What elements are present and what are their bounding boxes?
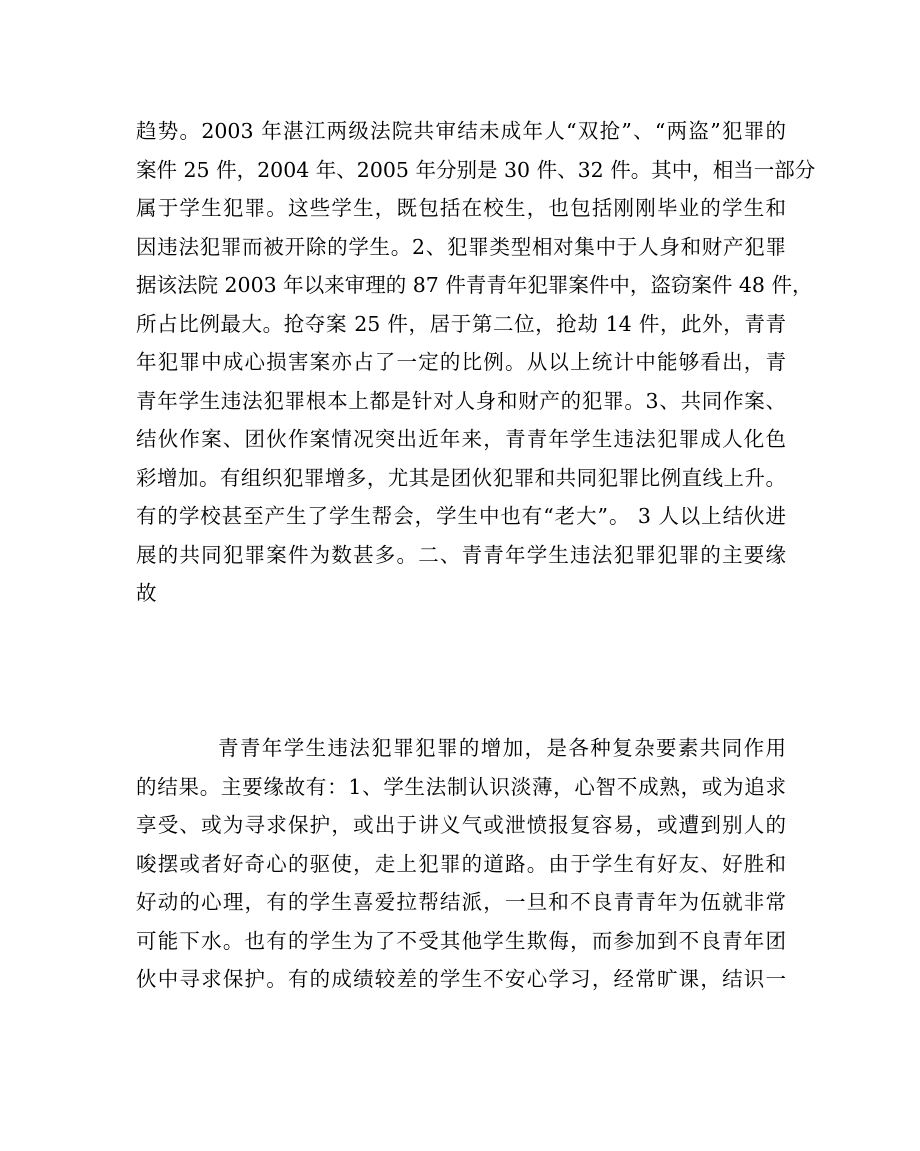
- paragraph-line: 结伙作案、团伙作案情况突出近年来，青青年学生违法犯罪成人化色: [136, 427, 786, 451]
- paragraph-line: 所占比例最大。抢夺案 25 件，居于第二位，抢劫 14 件，此外，青青: [136, 311, 786, 336]
- paragraph-line: 唆摆或者好奇心的驱使，走上犯罪的道路。由于学生有好友、好胜和: [136, 851, 786, 876]
- paragraph-line: 青青年学生违法犯罪犯罪的增加，是各种复杂要素共同作用: [218, 736, 786, 760]
- paragraph-line: 故: [136, 581, 157, 605]
- paragraph-line: 享受、或为寻求保护，或出于讲义气或泄愤报复容易，或遭到别人的: [136, 813, 786, 837]
- paragraph-line: 彩增加。有组织犯罪增多，尤其是团伙犯罪和共同犯罪比例直线上升。: [136, 465, 786, 490]
- paragraph-line: 属于学生犯罪。这些学生，既包括在校生，也包括刚刚毕业的学生和: [136, 196, 786, 220]
- paragraph-line: 展的共同犯罪案件为数甚多。二、青青年学生违法犯罪犯罪的主要缘: [136, 542, 786, 567]
- paragraph-line: 趋势。2003 年湛江两级法院共审结未成年人“双抢”、“两盗”犯罪的: [136, 119, 786, 143]
- paragraph-line: 可能下水。也有的学生为了不受其他学生欺侮，而参加到不良青年团: [136, 928, 786, 953]
- paragraph-line: 青年学生违法犯罪根本上都是针对人身和财产的犯罪。3、共同作案、: [136, 388, 786, 413]
- paragraph-line: 因违法犯罪而被开除的学生。2、犯罪类型相对集中于人身和财产犯罪: [136, 234, 786, 259]
- paragraph-line: 据该法院 2003 年以来审理的 87 件青青年犯罪案件中，盗窃案件 48 件，: [136, 273, 813, 297]
- paragraph-line: 好动的心理，有的学生喜爱拉帮结派，一旦和不良青青年为伍就非常: [136, 890, 786, 914]
- paragraph-2: [136, 729, 786, 999]
- paragraph-line: 案件 25 件，2004 年、2005 年分别是 30 件、32 件。其中，相当一部分: [136, 157, 816, 182]
- paragraph-line: 有的学校甚至产生了学生帮会，学生中也有“老大”。 3 人以上结伙进: [136, 504, 786, 528]
- paragraph-line: 年犯罪中成心损害案亦占了一定的比例。从以上统计中能够看出，青: [136, 350, 786, 374]
- paragraph-line: 伙中寻求保护。有的成绩较差的学生不安心学习，经常旷课，结识一: [136, 967, 786, 991]
- paragraph-1: [136, 112, 816, 613]
- paragraph-line: 的结果。主要缘故有：1、学生法制认识淡薄，心智不成熟，或为追求: [136, 774, 786, 799]
